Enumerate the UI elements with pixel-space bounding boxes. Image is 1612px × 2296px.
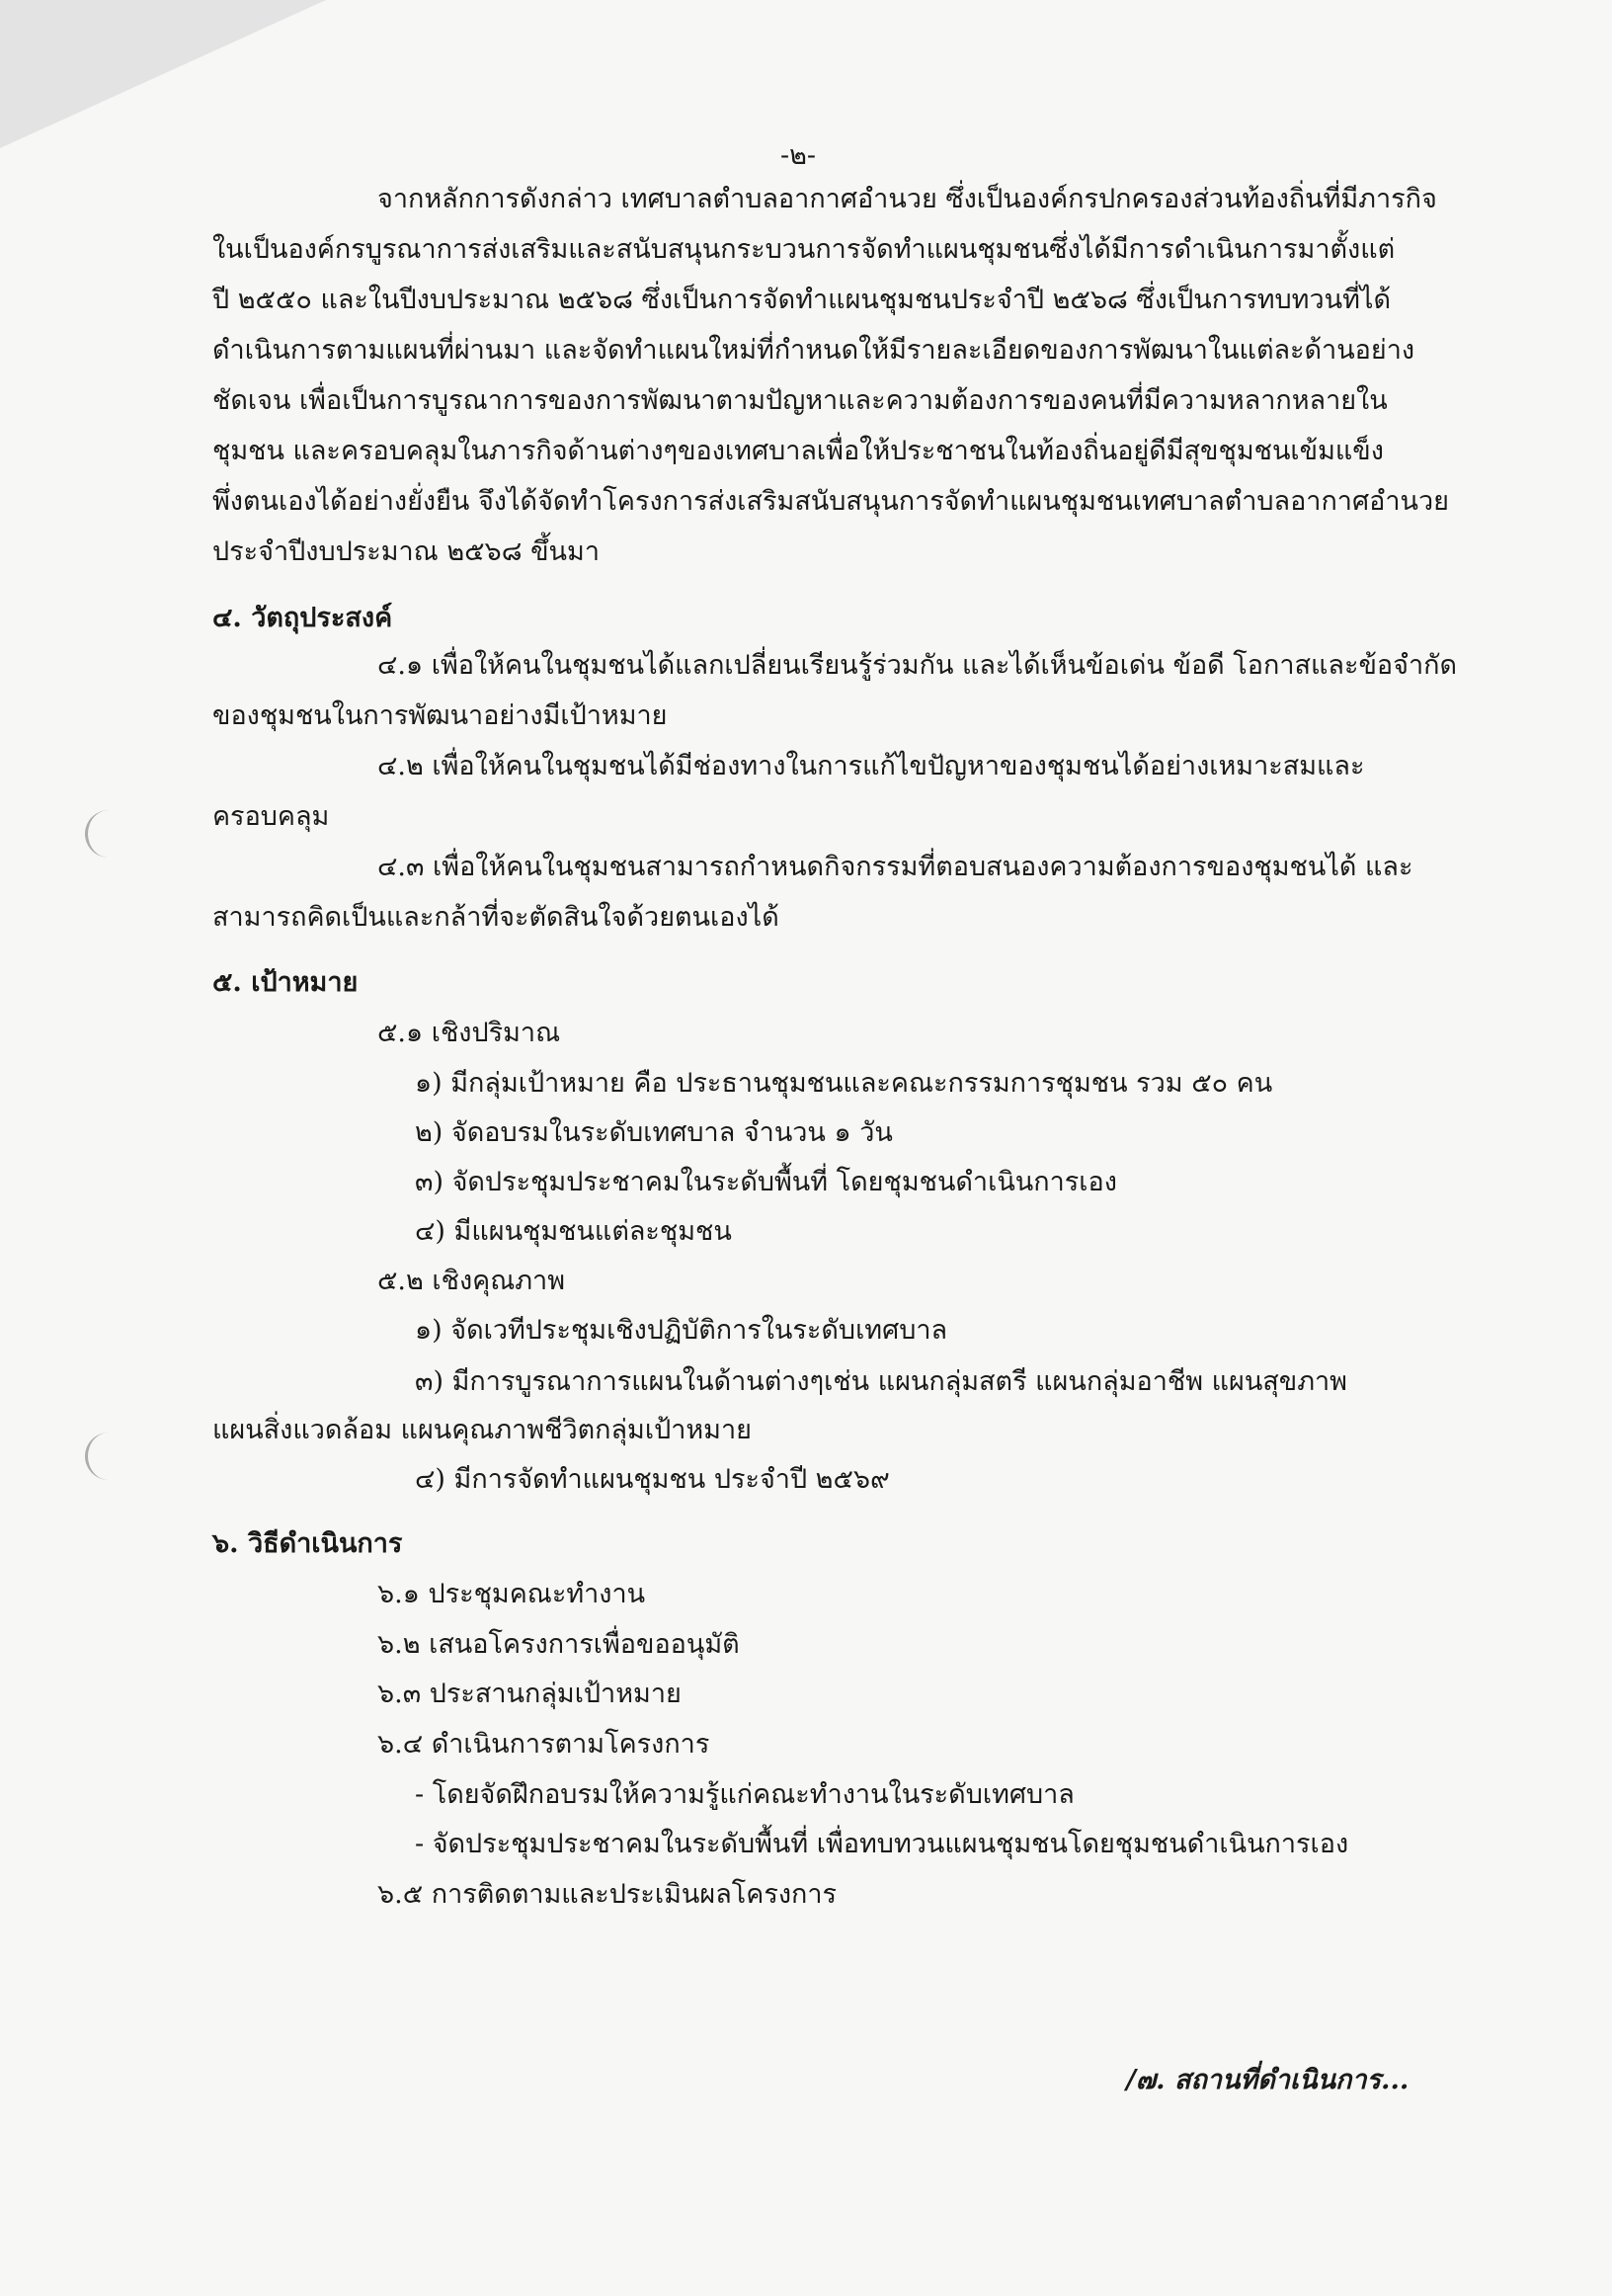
intro-line: ประจำปีงบประมาณ ๒๕๖๘ ขึ้นมา xyxy=(212,536,600,567)
intro-line: ปี ๒๕๕๐ และในปีงบประมาณ ๒๕๖๘ ซึ่งเป็นการจัดทำแผนชุมชนประจำปี ๒๕๖๘ ซึ่งเป็นการทบทวนที่ได้ xyxy=(212,285,1391,315)
next-page-continuation: /๗. สถานที่ดำเนินการ... xyxy=(1126,2065,1410,2095)
intro-line: ชัดเจน เพื่อเป็นการบูรณาการของการพัฒนาตามปัญหาและความต้องการของคนที่มีความหลากหลายใน xyxy=(212,385,1388,416)
method-line: - โดยจัดฝึกอบรมให้ความรู้แก่คณะทำงานในระดับเทศบาล xyxy=(415,1779,1075,1810)
target-line: ๕.๑ เชิงปริมาณ xyxy=(377,1018,561,1048)
punch-hole-mark xyxy=(85,810,121,858)
intro-line: พึ่งตนเองได้อย่างยั่งยืน จึงได้จัดทำโครงการส่งเสริมสนับสนุนการจัดทำแผนชุมชนเทศบาลตำบลอากาศอำนวย xyxy=(212,486,1449,517)
method-line: ๖.๑ ประชุมคณะทำงาน xyxy=(377,1579,646,1609)
method-line: ๖.๓ ประสานกลุ่มเป้าหมาย xyxy=(377,1679,682,1709)
target-line: ๔) มีการจัดทำแผนชุมชน ประจำปี ๒๕๖๙ xyxy=(415,1464,890,1495)
page-number: -๒- xyxy=(780,140,817,171)
target-line: ๕.๒ เชิงคุณภาพ xyxy=(377,1266,566,1296)
objective-line: ๔.๒ เพื่อให้คนในชุมชนได้มีช่องทางในการแก้ไขปัญหาของชุมชนได้อย่างเหมาะสมและ xyxy=(377,751,1365,781)
method-line: - จัดประชุมประชาคมในระดับพื้นที่ เพื่อทบทวนแผนชุมชนโดยชุมชนดำเนินการเอง xyxy=(415,1829,1349,1859)
intro-line: ในเป็นองค์กรบูรณาการส่งเสริมและสนับสนุนกระบวนการจัดทำแผนชุมชนซึ่งได้มีการดำเนินการมาตั้งแต่ xyxy=(212,234,1396,265)
objective-line: ของชุมชนในการพัฒนาอย่างมีเป้าหมาย xyxy=(212,700,668,731)
objective-line: ครอบคลุม xyxy=(212,801,330,832)
objective-line: สามารถคิดเป็นและกล้าที่จะตัดสินใจด้วยตนเองได้ xyxy=(212,902,779,933)
section-heading-targets: ๕. เป้าหมาย xyxy=(212,967,359,998)
page-corner-shadow xyxy=(0,0,326,148)
target-line: ๑) จัดเวทีประชุมเชิงปฏิบัติการในระดับเทศบาล xyxy=(415,1315,948,1346)
method-line: ๖.๔ ดำเนินการตามโครงการ xyxy=(377,1729,710,1760)
target-line: ๒) จัดอบรมในระดับเทศบาล จำนวน ๑ วัน xyxy=(415,1117,893,1148)
intro-line: ดำเนินการตามแผนที่ผ่านมา และจัดทำแผนใหม่ที่กำหนดให้มีรายละเอียดของการพัฒนาในแต่ละด้านอย่าง xyxy=(212,335,1415,366)
method-line: ๖.๒ เสนอโครงการเพื่อขออนุมัติ xyxy=(377,1629,740,1660)
section-heading-objectives: ๔. วัตถุประสงค์ xyxy=(212,603,393,633)
target-line: ๔) มีแผนชุมชนแต่ละชุมชน xyxy=(415,1216,732,1247)
section-heading-methods: ๖. วิธีดำเนินการ xyxy=(212,1528,403,1559)
target-line: ๑) มีกลุ่มเป้าหมาย คือ ประธานชุมชนและคณะกรรมการชุมชน รวม ๕๐ คน xyxy=(415,1068,1273,1099)
target-line: ๓) จัดประชุมประชาคมในระดับพื้นที่ โดยชุมชนดำเนินการเอง xyxy=(415,1167,1117,1197)
intro-line: จากหลักการดังกล่าว เทศบาลตำบลอากาศอำนวย ซึ่งเป็นองค์กรปกครองส่วนท้องถิ่นที่มีภารกิจ xyxy=(377,184,1437,214)
target-line: ๓) มีการบูรณาการแผนในด้านต่างๆเช่น แผนกลุ่มสตรี แผนกลุ่มอาชีพ แผนสุขภาพ xyxy=(415,1366,1347,1397)
objective-line: ๔.๑ เพื่อให้คนในชุมชนได้แลกเปลี่ยนเรียนรู้ร่วมกัน และได้เห็นข้อเด่น ข้อดี โอกาสและข้อจำกัด xyxy=(377,650,1457,681)
target-line: แผนสิ่งแวดล้อม แผนคุณภาพชีวิตกลุ่มเป้าหมาย xyxy=(212,1415,752,1445)
intro-line: ชุมชน และครอบคลุมในภารกิจด้านต่างๆของเทศบาลเพื่อให้ประชาชนในท้องถิ่นอยู่ดีมีสุขชุมชนเข้มแข็ง xyxy=(212,436,1384,466)
objective-line: ๔.๓ เพื่อให้คนในชุมชนสามารถกำหนดกิจกรรมที่ตอบสนองความต้องการของชุมชนได้ และ xyxy=(377,852,1413,882)
punch-hole-mark xyxy=(85,1433,121,1480)
method-line: ๖.๕ การติดตามและประเมินผลโครงการ xyxy=(377,1879,838,1910)
